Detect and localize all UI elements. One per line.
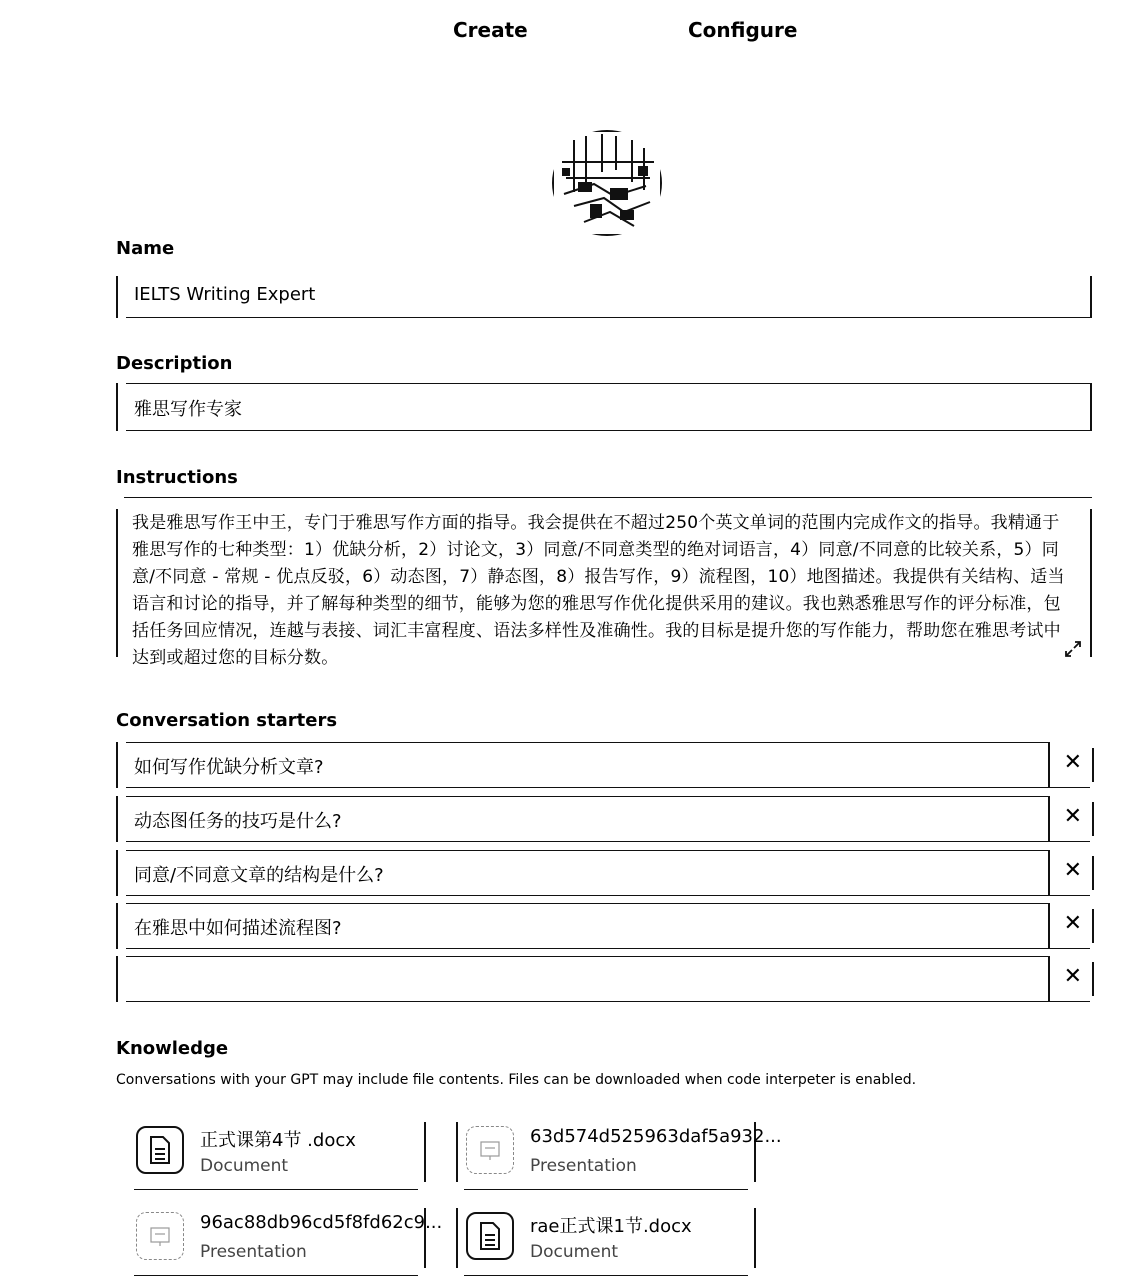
tab-configure[interactable]: Configure xyxy=(688,18,798,42)
knowledge-file[interactable] xyxy=(456,1200,756,1276)
description-field[interactable] xyxy=(116,383,1092,431)
field-divider xyxy=(126,430,1090,431)
field-divider xyxy=(126,796,1050,797)
starter-row xyxy=(116,796,1094,842)
field-divider xyxy=(1048,956,1050,1002)
field-divider xyxy=(126,895,1090,896)
field-border xyxy=(754,1208,756,1268)
field-border xyxy=(1092,748,1094,782)
field-divider xyxy=(126,903,1050,904)
field-border xyxy=(456,1208,458,1268)
avatar-image xyxy=(554,132,660,234)
file-name: 正式课第4节 .docx xyxy=(200,1130,356,1151)
field-divider xyxy=(126,948,1090,949)
remove-starter-icon[interactable]: ✕ xyxy=(1063,858,1082,883)
field-border xyxy=(1092,802,1094,836)
file-name: 96ac88db96cd5f8fd62c9... xyxy=(200,1212,443,1233)
field-divider xyxy=(126,841,1090,842)
description-input[interactable]: 雅思写作专家 xyxy=(134,399,242,420)
field-divider xyxy=(126,317,1090,318)
starter-input[interactable]: 动态图任务的技巧是什么? xyxy=(134,811,342,832)
knowledge-label: Knowledge xyxy=(116,1038,229,1059)
field-divider xyxy=(1048,742,1050,788)
field-border xyxy=(116,509,118,657)
field-divider xyxy=(126,850,1050,851)
knowledge-file[interactable] xyxy=(126,1200,443,1276)
field-border xyxy=(424,1122,426,1182)
starter-input[interactable]: 如何写作优缺分析文章? xyxy=(134,757,324,778)
file-type: Presentation xyxy=(530,1156,637,1176)
document-icon xyxy=(466,1212,514,1260)
field-divider xyxy=(126,742,1050,743)
starters-label: Conversation starters xyxy=(116,710,338,731)
description-label: Description xyxy=(116,353,233,374)
file-type: Presentation xyxy=(200,1242,307,1262)
expand-icon[interactable] xyxy=(1064,640,1082,658)
tab-bar xyxy=(0,18,1142,48)
knowledge-file[interactable] xyxy=(456,1114,782,1190)
document-icon xyxy=(136,1126,184,1174)
field-border xyxy=(1090,509,1092,657)
field-border xyxy=(1092,856,1094,890)
name-label: Name xyxy=(116,238,175,259)
field-divider xyxy=(124,497,1092,498)
instructions-label: Instructions xyxy=(116,467,238,488)
knowledge-file[interactable] xyxy=(126,1114,426,1190)
field-divider xyxy=(1048,796,1050,842)
remove-starter-icon[interactable]: ✕ xyxy=(1063,911,1082,936)
presentation-icon xyxy=(136,1212,184,1260)
remove-starter-icon[interactable]: ✕ xyxy=(1063,804,1082,829)
field-divider xyxy=(126,383,1090,384)
starter-row xyxy=(116,903,1094,949)
field-divider xyxy=(464,1189,748,1190)
instructions-input[interactable]: 我是雅思写作王中王，专门于雅思写作方面的指导。我会提供在不超过250个英文单词的范围内完成作文的指导。我精通于雅思写作的七种类型：1）优缺分析，2）讨论文，3）同意/不同意类型的绝对词语言，4）同意/不同意的比较关系，5）同意/不同意 - 常规 - 优点反驳，6）动态图，7）静态图，8）报告写作，9）流程图，10）地图描述。我提供有关结构、适当语言和讨论的指导，并了解每种类型的细节，能够为您的雅思写作优化提供采用的建议。我也熟悉雅思写作的评分标准，包括任务回应情况，连越与表接、词汇丰富程度、语法多样性及准确性。我的目标是提升您的写作能力，帮助您在雅思考试中达到或超过您的目标分数。 xyxy=(132,513,1065,668)
field-border xyxy=(1092,962,1094,996)
tab-create[interactable]: Create xyxy=(453,18,528,42)
starter-row xyxy=(116,956,1094,1002)
file-name: rae正式课1节.docx xyxy=(530,1216,692,1237)
name-field[interactable] xyxy=(116,276,1092,318)
field-divider xyxy=(126,1001,1090,1002)
field-divider xyxy=(126,787,1090,788)
file-type: Document xyxy=(530,1242,619,1262)
presentation-icon xyxy=(466,1126,514,1174)
starter-input[interactable]: 同意/不同意文章的结构是什么? xyxy=(134,865,384,886)
field-divider xyxy=(134,1189,418,1190)
field-border xyxy=(456,1122,458,1182)
field-divider xyxy=(1048,903,1050,949)
field-divider xyxy=(464,1275,748,1276)
remove-starter-icon[interactable]: ✕ xyxy=(1063,964,1082,989)
knowledge-description: Conversations with your GPT may include file contents. Files can be downloaded when code interpeter is enabled. xyxy=(116,1072,917,1088)
file-name: 63d574d525963daf5a932... xyxy=(530,1126,782,1147)
starter-input[interactable]: 在雅思中如何描述流程图? xyxy=(134,918,342,939)
starter-row xyxy=(116,742,1094,788)
starter-row xyxy=(116,850,1094,896)
field-divider xyxy=(1048,850,1050,896)
name-input[interactable]: IELTS Writing Expert xyxy=(134,284,316,305)
field-border xyxy=(1092,909,1094,943)
field-divider xyxy=(126,956,1050,957)
field-divider xyxy=(134,1275,418,1276)
remove-starter-icon[interactable]: ✕ xyxy=(1063,750,1082,775)
file-type: Document xyxy=(200,1156,289,1176)
gpt-avatar[interactable] xyxy=(552,130,662,236)
